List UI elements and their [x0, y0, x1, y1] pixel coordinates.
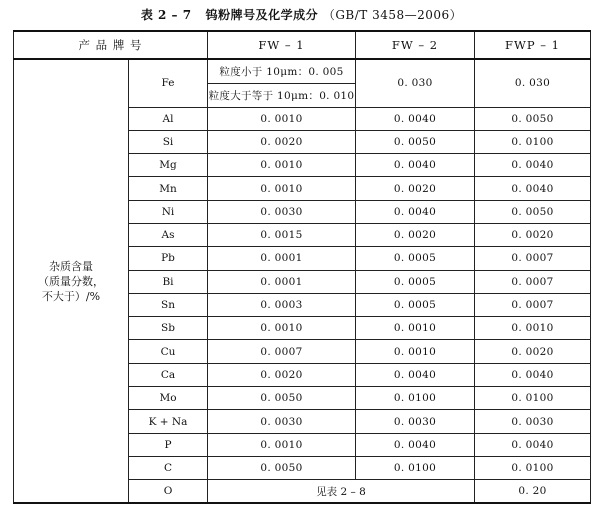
element-cell: Sb	[129, 317, 208, 340]
table-number: 表 2 – 7	[140, 8, 192, 22]
header-row	[14, 31, 591, 59]
fw2-value-cell: 0. 0040	[356, 107, 475, 130]
o-see-table-cell: 见表 2 – 8	[208, 480, 475, 503]
fwp1-value-cell: 0. 0100	[475, 387, 591, 410]
fw2-value-cell: 0. 0040	[356, 363, 475, 386]
fwp1-value-cell: 0. 0020	[475, 340, 591, 363]
fw1-value-cell: 0. 0015	[208, 223, 356, 246]
element-cell: As	[129, 223, 208, 246]
fw1-value-cell: 0. 0010	[208, 154, 356, 177]
fw1-value-cell: 0. 0003	[208, 293, 356, 316]
table-standard: （GB/T 3458—2006）	[322, 8, 463, 22]
fwp1-value-cell: 0. 0007	[475, 247, 591, 270]
element-cell: Fe	[129, 59, 208, 107]
fwp1-value-cell: 0. 0040	[475, 154, 591, 177]
o-fwp1-cell: 0. 20	[475, 480, 591, 503]
fwp1-value-cell: 0. 0010	[475, 317, 591, 340]
header-grade-fw1: FW – 1	[208, 31, 356, 59]
fw2-value-cell: 0. 0050	[356, 130, 475, 153]
element-cell: Mo	[129, 387, 208, 410]
fwp1-value-cell: 0. 0040	[475, 177, 591, 200]
fwp1-value-cell: 0. 0100	[475, 456, 591, 479]
fw1-value-cell: 0. 0001	[208, 270, 356, 293]
fw2-value-cell: 0. 0030	[356, 410, 475, 433]
fw2-value-cell: 0. 0040	[356, 154, 475, 177]
fw2-value-cell: 0. 0100	[356, 387, 475, 410]
element-cell: Cu	[129, 340, 208, 363]
element-cell: Mn	[129, 177, 208, 200]
fe-fw2-cell: 0. 030	[356, 59, 475, 107]
fw2-value-cell: 0. 0020	[356, 223, 475, 246]
table-caption	[0, 6, 603, 26]
element-cell: Bi	[129, 270, 208, 293]
element-cell: Pb	[129, 247, 208, 270]
fe-fw1-coarse-cell: 粒度大于等于 10μm：0. 010	[208, 83, 356, 107]
fw1-value-cell: 0. 0020	[208, 130, 356, 153]
fw2-value-cell: 0. 0005	[356, 270, 475, 293]
header-grade-fwp1: FWP – 1	[475, 31, 591, 59]
element-cell: K + Na	[129, 410, 208, 433]
fw1-value-cell: 0. 0001	[208, 247, 356, 270]
fw1-value-cell: 0. 0010	[208, 317, 356, 340]
fwp1-value-cell: 0. 0040	[475, 363, 591, 386]
fw2-value-cell: 0. 0020	[356, 177, 475, 200]
fw2-value-cell: 0. 0005	[356, 293, 475, 316]
fe-fw1-fine-cell: 粒度小于 10μm：0. 005	[208, 59, 356, 83]
fwp1-value-cell: 0. 0020	[475, 223, 591, 246]
fw2-value-cell: 0. 0010	[356, 340, 475, 363]
fw1-value-cell: 0. 0020	[208, 363, 356, 386]
header-grade-fw2: FW – 2	[356, 31, 475, 59]
fw1-value-cell: 0. 0010	[208, 177, 356, 200]
fwp1-value-cell: 0. 0007	[475, 293, 591, 316]
table-row-fe-fine	[14, 59, 591, 83]
fw2-value-cell: 0. 0100	[356, 456, 475, 479]
element-cell: P	[129, 433, 208, 456]
fw1-value-cell: 0. 0050	[208, 456, 356, 479]
tungsten-powder-table	[13, 30, 591, 504]
fwp1-value-cell: 0. 0030	[475, 410, 591, 433]
fw2-value-cell: 0. 0010	[356, 317, 475, 340]
element-cell: Sn	[129, 293, 208, 316]
table-title: 钨粉牌号及化学成分	[205, 8, 319, 22]
element-cell: O	[129, 480, 208, 503]
fe-fwp1-cell: 0. 030	[475, 59, 591, 107]
element-cell: Ca	[129, 363, 208, 386]
element-cell: Si	[129, 130, 208, 153]
fw1-value-cell: 0. 0010	[208, 107, 356, 130]
element-cell: Mg	[129, 154, 208, 177]
fw2-value-cell: 0. 0040	[356, 433, 475, 456]
fwp1-value-cell: 0. 0050	[475, 200, 591, 223]
element-cell: Al	[129, 107, 208, 130]
fwp1-value-cell: 0. 0050	[475, 107, 591, 130]
fw2-value-cell: 0. 0040	[356, 200, 475, 223]
fw1-value-cell: 0. 0030	[208, 410, 356, 433]
fwp1-value-cell: 0. 0100	[475, 130, 591, 153]
fw1-value-cell: 0. 0010	[208, 433, 356, 456]
header-product-grade: 产 品 牌 号	[14, 31, 208, 59]
element-cell: C	[129, 456, 208, 479]
fw2-value-cell: 0. 0005	[356, 247, 475, 270]
fwp1-value-cell: 0. 0007	[475, 270, 591, 293]
fwp1-value-cell: 0. 0040	[475, 433, 591, 456]
fw1-value-cell: 0. 0007	[208, 340, 356, 363]
fw1-value-cell: 0. 0050	[208, 387, 356, 410]
impurity-group-label: 杂质含量 （质量分数， 不大于）/%	[14, 59, 129, 503]
element-cell: Ni	[129, 200, 208, 223]
fw1-value-cell: 0. 0030	[208, 200, 356, 223]
